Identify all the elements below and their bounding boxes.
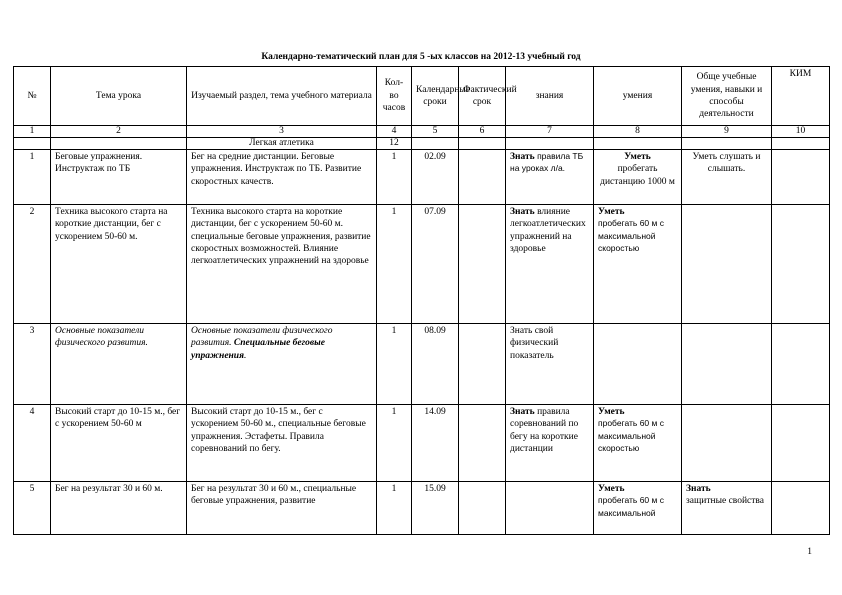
column-number: 10 — [772, 126, 830, 138]
column-number: 6 — [459, 126, 506, 138]
row-date: 15.09 — [412, 482, 459, 535]
section-row — [14, 138, 830, 150]
row-topic: Основные показатели физического развития. — [51, 324, 187, 405]
header-kim: КИМ — [772, 67, 830, 126]
knowledge-text: правила соревнований по бегу на короткие дистанции — [510, 407, 579, 455]
table-row — [14, 205, 830, 324]
header-row — [14, 67, 830, 126]
header-actual: Фактический срок — [459, 67, 506, 126]
column-number: 2 — [51, 126, 187, 138]
table-row — [14, 324, 830, 405]
column-number-row — [14, 126, 830, 138]
material-italic: Основные показатели физического развития. — [191, 326, 333, 349]
row-general: Уметь слушать и слышать. — [682, 150, 772, 205]
knowledge-text: свой физический показатель — [510, 326, 559, 361]
row-hours: 1 — [377, 150, 412, 205]
material-tail: . — [244, 350, 247, 361]
row-knowledge — [506, 150, 594, 205]
column-number: 5 — [412, 126, 459, 138]
header-calendar: Календарные сроки — [412, 67, 459, 126]
knowledge-text: влияние легкоатлетических упражнений на здоровье — [510, 207, 586, 255]
knowledge-text: правила ТБ на уроках л/а. — [510, 151, 584, 174]
document-title: Календарно-тематический план для 5 -ых классов на 2012-13 учебный год — [261, 52, 581, 62]
row-hours: 1 — [377, 324, 412, 405]
skills-keyword: Уметь — [624, 152, 651, 162]
knowledge-keyword: Знать — [510, 207, 535, 217]
row-kim — [772, 405, 830, 482]
row-topic: Беговые упражнения. Инструктаж по ТБ — [51, 150, 187, 205]
knowledge-keyword: Знать — [510, 152, 535, 162]
row-hours: 1 — [377, 405, 412, 482]
header-num: № — [14, 67, 51, 126]
row-actual — [459, 205, 506, 324]
general-text: защитные свойства — [686, 496, 764, 507]
row-num: 1 — [14, 150, 51, 205]
row-skills — [594, 324, 682, 405]
row-kim — [772, 324, 830, 405]
column-number: 4 — [377, 126, 412, 138]
lesson-plan-table — [13, 66, 830, 535]
skills-keyword: Уметь — [598, 484, 625, 494]
row-actual — [459, 150, 506, 205]
general-keyword: Знать — [686, 484, 711, 494]
row-num: 5 — [14, 482, 51, 535]
row-num: 2 — [14, 205, 51, 324]
row-num: 4 — [14, 405, 51, 482]
column-number: 3 — [187, 126, 377, 138]
knowledge-keyword: Знать — [510, 407, 535, 417]
skills-text: пробегать 60 м с максимальной — [598, 495, 664, 518]
table-row — [14, 482, 830, 535]
row-kim — [772, 205, 830, 324]
row-date: 14.09 — [412, 405, 459, 482]
column-number: 7 — [506, 126, 594, 138]
row-num: 3 — [14, 324, 51, 405]
header-knowledge: знания — [506, 67, 594, 126]
row-knowledge — [506, 405, 594, 482]
section-name: Легкая атлетика — [187, 138, 377, 150]
row-kim — [772, 150, 830, 205]
header-hours: Кол-во часов — [377, 67, 412, 126]
row-date: 02.09 — [412, 150, 459, 205]
row-skills — [594, 205, 682, 324]
row-kim — [772, 482, 830, 535]
row-knowledge — [506, 205, 594, 324]
material-bold-italic: Специальные беговые упражнения — [191, 338, 325, 361]
header-general: Обще учебные умения, навыки и способы деятельности — [682, 67, 772, 126]
row-actual — [459, 482, 506, 535]
row-material: Техника высокого старта на короткие дистанции, бег с ускорением 50-60 м. специальные беговые упражнения, развитие скоростных возможностей. Влияние легкоатлетических упражнений на здоровье — [187, 205, 377, 324]
row-hours: 1 — [377, 482, 412, 535]
row-knowledge — [506, 482, 594, 535]
row-general — [682, 405, 772, 482]
row-material: Высокий старт до 10-15 м., бег с ускорением 50-60 м., специальные беговые упражнения. Эстафеты. Правила соревнований по бегу. — [187, 405, 377, 482]
header-skills: умения — [594, 67, 682, 126]
column-number: 9 — [682, 126, 772, 138]
row-skills — [594, 482, 682, 535]
row-general — [682, 324, 772, 405]
row-general — [682, 205, 772, 324]
page-number: 1 — [807, 547, 812, 557]
skills-text: пробегать дистанцию 1000 м — [600, 164, 675, 187]
row-topic: Техника высокого старта на короткие дистанции, бег с ускорением 50-60 м. — [51, 205, 187, 324]
knowledge-keyword: Знать — [510, 326, 533, 336]
row-material: Бег на результат 30 и 60 м., специальные беговые упражнения, развитие — [187, 482, 377, 535]
row-material — [187, 324, 377, 405]
row-general — [682, 482, 772, 535]
header-section: Изучаемый раздел, тема учебного материала — [187, 67, 377, 126]
row-material: Бег на средние дистанции. Беговые упражнения. Инструктаж по ТБ. Развитие скоростных качеств. — [187, 150, 377, 205]
row-skills — [594, 150, 682, 205]
table-row — [14, 405, 830, 482]
section-hours: 12 — [377, 138, 412, 150]
row-topic: Высокий старт до 10-15 м., бег с ускорением 50-60 м — [51, 405, 187, 482]
header-topic: Тема урока — [51, 67, 187, 126]
row-topic: Бег на результат 30 и 60 м. — [51, 482, 187, 535]
row-date: 07.09 — [412, 205, 459, 324]
row-actual — [459, 324, 506, 405]
row-skills — [594, 405, 682, 482]
row-hours: 1 — [377, 205, 412, 324]
row-knowledge — [506, 324, 594, 405]
row-actual — [459, 405, 506, 482]
row-date: 08.09 — [412, 324, 459, 405]
skills-keyword: Уметь — [598, 407, 625, 417]
column-number: 1 — [14, 126, 51, 138]
skills-keyword: Уметь — [598, 207, 625, 217]
column-number: 8 — [594, 126, 682, 138]
skills-text: пробегать 60 м с максимальной скоростью — [598, 418, 664, 454]
table-row — [14, 150, 830, 205]
skills-text: пробегать 60 м с максимальной скоростью — [598, 218, 664, 254]
